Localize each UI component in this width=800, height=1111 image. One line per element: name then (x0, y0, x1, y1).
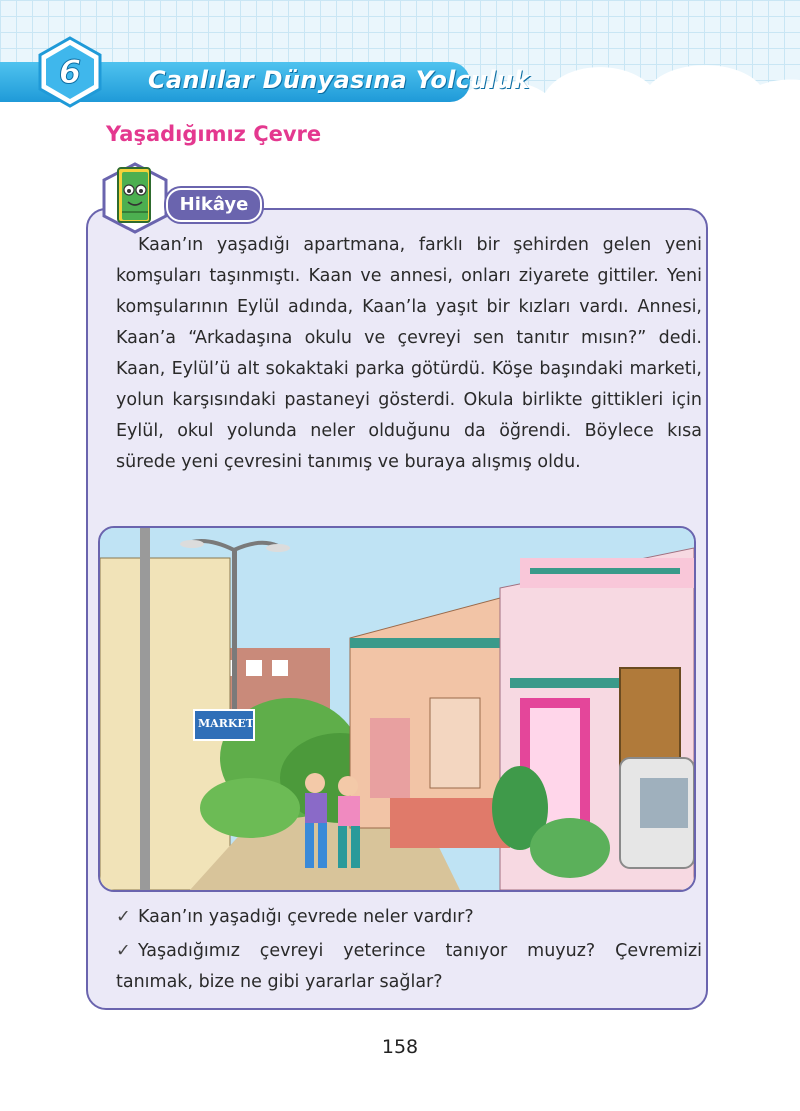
check-mark-icon: ✓ (116, 941, 131, 961)
question-text: Yaşadığımız çevreyi yeterince tanıyor muyuz? Çevremizi tanımak, bize ne gibi yararlar sağlar? (116, 941, 702, 992)
question-item (116, 936, 702, 998)
unit-title: Canlılar Dünyasına Yolculuk (148, 66, 530, 94)
unit-number: 6 (58, 53, 82, 91)
page-number: 158 (381, 1036, 419, 1058)
story-text: Kaan’ın yaşadığı apartmana, farklı bir şehirden gelen yeni komşuları taşınmıştı. Kaan ve annesi, onları ziyarete gittiler. Yeni komşularının Eylül adında, Kaan’la yaşıt bir kızları vardı. Annesi, Kaan’a “Arkadaşına okulu ve çevreyi sen tanıtır mısın?” dedi. Kaan, Eylül’ü alt sokaktaki parka götürdü. Köşe başındaki marketi, yolun karşısındaki pastaneyi gösterdi. Okula birlikte gittikleri için Eylül, okul yolunda neler olduğunu da öğrendi. Böylece kısa sürede yeni çevresini tanımış ve buraya alışmış oldu. (116, 235, 702, 472)
market-sign-text: MARKET (198, 717, 254, 730)
question-item (116, 902, 702, 933)
question-text: Kaan’ın yaşadığı çevrede neler vardır? (138, 907, 474, 927)
story-tab-label: Hikâye (166, 188, 262, 222)
check-mark-icon: ✓ (116, 907, 131, 927)
story-illustration (98, 526, 696, 892)
unit-number-badge (34, 36, 106, 108)
book-mascot-icon (98, 158, 172, 238)
section-title: Yaşadığımız Çevre (106, 122, 322, 146)
